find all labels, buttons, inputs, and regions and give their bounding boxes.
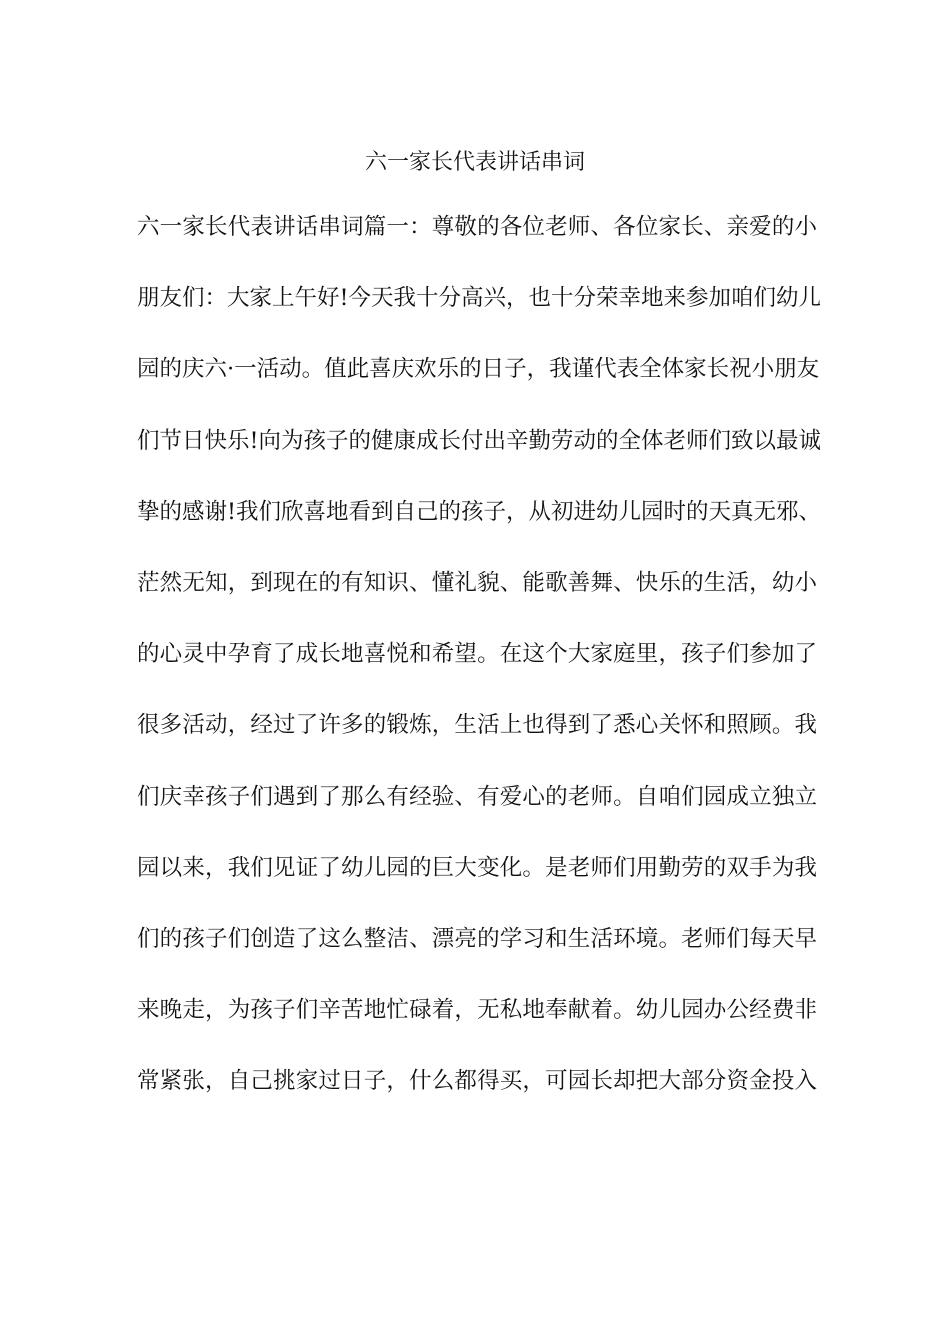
body-line-1: 六一家长代表讲话串词篇一：尊敬的各位老师、各位家长、亲爱的小 [137, 214, 817, 240]
document-title: 六一家长代表讲话串词 [364, 150, 585, 175]
body-line-7: 的心灵中孕育了成长地喜悦和希望。在这个大家庭里，孩子们参加了 [137, 641, 817, 668]
body-line-6: 茫然无知，到现在的有知识、懂礼貌、能歌善舞、快乐的生活，幼小 [137, 569, 817, 596]
body-line-10: 园以来，我们见证了幼儿园的巨大变化。是老师们用勤劳的双手为我 [137, 854, 817, 881]
body-line-2: 朋友们：大家上午好!今天我十分高兴，也十分荣幸地来参加咱们幼儿 [137, 285, 822, 312]
body-line-4: 们节日快乐!向为孩子的健康成长付出辛勤劳动的全体老师们致以最诚 [137, 427, 822, 454]
body-line-12: 来晚走，为孩子们辛苦地忙碌着，无私地奉献着。幼儿园办公经费非 [137, 997, 817, 1024]
body-line-13: 常紧张，自己挑家过日子，什么都得买，可园长却把大部分资金投入 [137, 1068, 817, 1095]
body-line-9: 们庆幸孩子们遇到了那么有经验、有爱心的老师。自咱们园成立独立 [137, 783, 817, 810]
body-line-11: 们的孩子们创造了这么整洁、漂亮的学习和生活环境。老师们每天早 [137, 925, 817, 952]
document-body [137, 205, 822, 1130]
body-line-8: 很多活动，经过了许多的锻炼，生活上也得到了悉心关怀和照顾。我 [137, 712, 817, 739]
body-line-5: 挚的感谢!我们欣喜地看到自己的孩子，从初进幼儿园时的天真无邪、 [137, 498, 822, 525]
body-line-3: 园的庆六·一活动。值此喜庆欢乐的日子，我谨代表全体家长祝小朋友 [137, 356, 820, 383]
